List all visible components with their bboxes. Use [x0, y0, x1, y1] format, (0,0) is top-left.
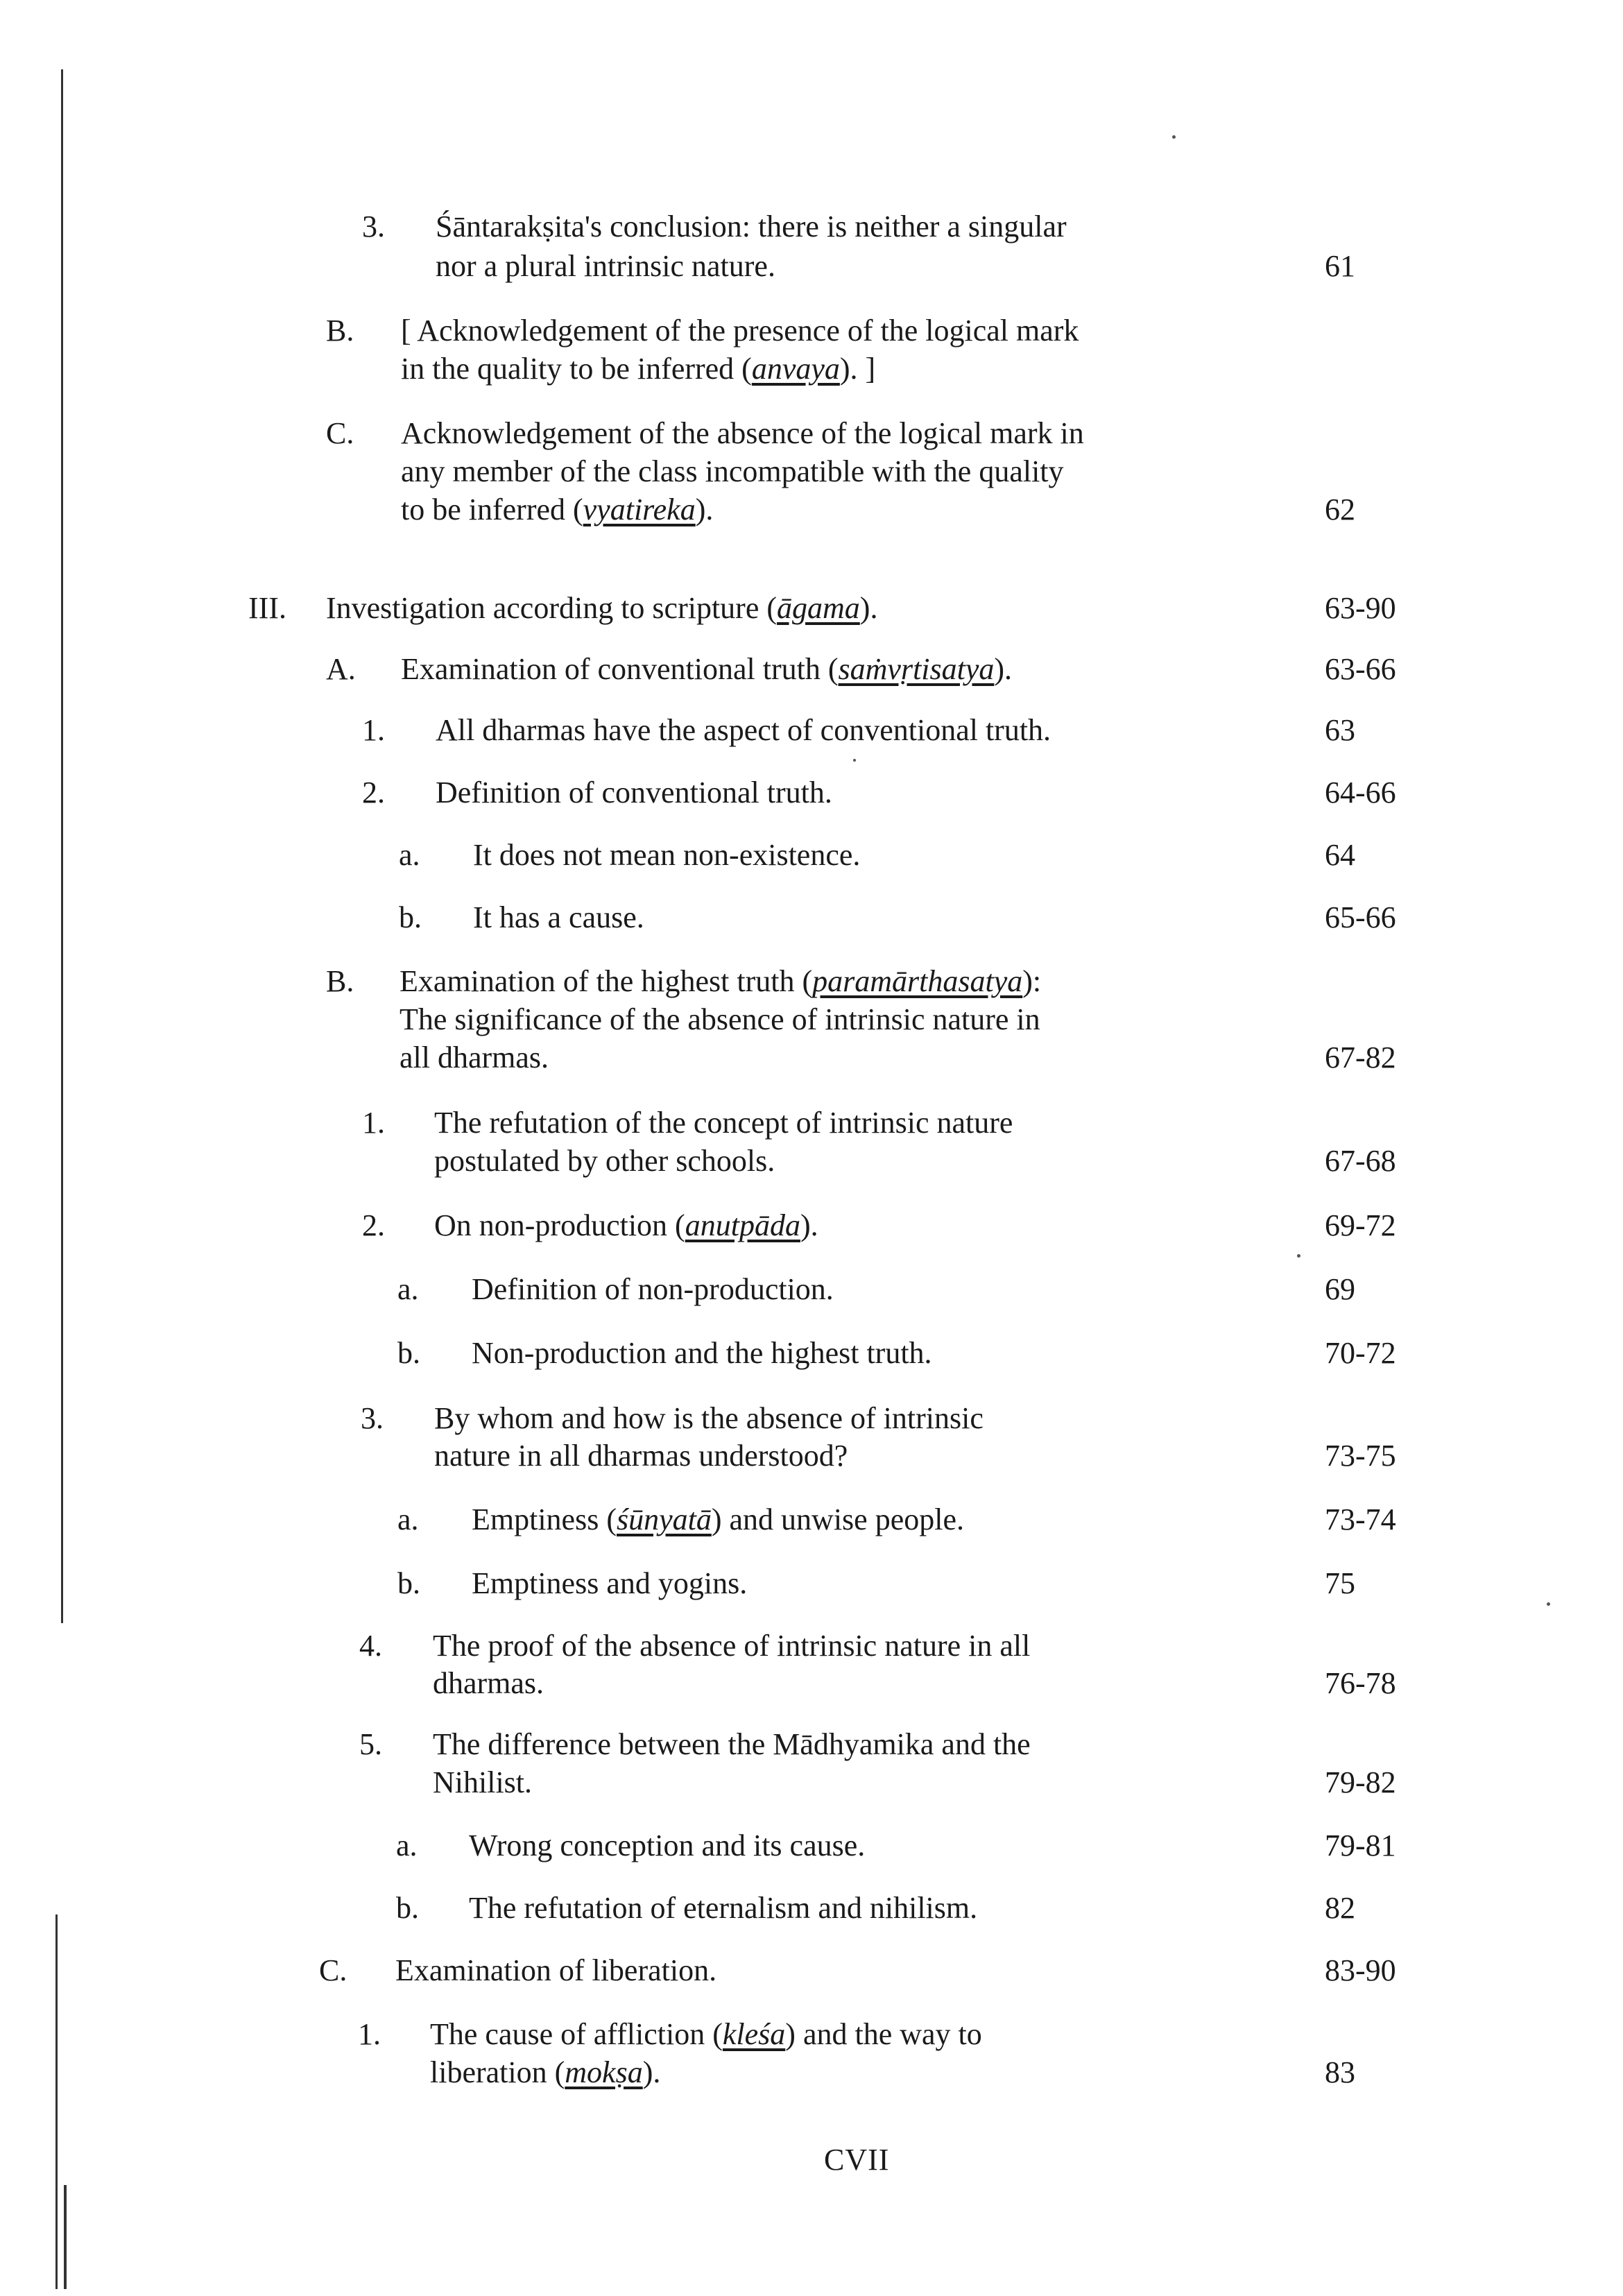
entry-text-line1: Definition of non-production.	[472, 1272, 834, 1306]
entry-text-line2: nor a plural intrinsic nature.	[436, 249, 775, 283]
entry-text-line2: nature in all dharmas understood?	[434, 1439, 848, 1473]
entry-page: 61	[1325, 249, 1355, 283]
entry-label: b.	[397, 1336, 420, 1370]
entry-text-line1: By whom and how is the absence of intrinsic	[434, 1401, 984, 1435]
entry-text-line3: all dharmas.	[400, 1040, 549, 1074]
entry-text-line1: Non-production and the highest truth.	[472, 1336, 932, 1370]
entry-label: b.	[396, 1891, 419, 1925]
entry-label: B.	[326, 964, 354, 998]
entry-text-line1: Investigation according to scripture (āgama).	[326, 591, 878, 625]
entry-text-line1: Wrong conception and its cause.	[469, 1828, 866, 1862]
entry-text-line1: Examination of liberation.	[395, 1953, 717, 1987]
entry-text-line1: The proof of the absence of intrinsic nature in all	[433, 1629, 1031, 1663]
entry-text-line1: Śāntarakṣita's conclusion: there is neither a singular	[436, 209, 1067, 243]
entry-page: 63-90	[1325, 591, 1396, 625]
entry-page: 70-72	[1325, 1336, 1396, 1370]
entry-text-line1: Acknowledgement of the absence of the logical mark in	[401, 416, 1084, 450]
entry-page: 67-82	[1325, 1040, 1396, 1074]
entry-text-line2: any member of the class incompatible with the quality	[401, 454, 1064, 488]
entry-page: 79-81	[1325, 1828, 1396, 1862]
entry-label: III.	[248, 591, 286, 625]
entry-page: 62	[1325, 492, 1355, 526]
entry-text-line1: All dharmas have the aspect of conventional truth.	[436, 713, 1051, 747]
entry-page: 75	[1325, 1566, 1355, 1600]
entry-text-line1: The difference between the Mādhyamika and the	[433, 1727, 1031, 1761]
entry-page: 83-90	[1325, 1953, 1396, 1987]
entry-label: C.	[319, 1953, 347, 1987]
entry-page: 69-72	[1325, 1208, 1396, 1242]
entry-page: 63-66	[1325, 652, 1396, 686]
entry-text-line2: liberation (mokṣa).	[430, 2055, 661, 2089]
entry-label: A.	[326, 652, 356, 686]
entry-text-line1: The cause of affliction (kleśa) and the way to	[430, 2017, 982, 2051]
entry-page: 64	[1325, 838, 1355, 872]
entry-label: 1.	[362, 713, 385, 747]
entry-label: 1.	[362, 1106, 385, 1140]
scan-margin-rule-bottom	[55, 1914, 58, 2289]
entry-page: 83	[1325, 2055, 1355, 2089]
entry-text-line1: Examination of conventional truth (saṁvṛtisatya).	[401, 652, 1013, 686]
entry-label: C.	[326, 416, 354, 450]
entry-text-line1: Definition of conventional truth.	[436, 776, 832, 809]
entry-label: a.	[399, 838, 420, 872]
entry-label: B.	[326, 314, 354, 348]
entry-text-line1: Emptiness (śūnyatā) and unwise people.	[472, 1502, 964, 1536]
entry-label: a.	[397, 1272, 419, 1306]
entry-text-line2: in the quality to be inferred (anvaya). ]	[401, 352, 876, 386]
entry-label: 4.	[359, 1629, 382, 1663]
scan-speck	[1547, 1602, 1550, 1606]
entry-page: 73-75	[1325, 1439, 1396, 1473]
entry-page: 63	[1325, 713, 1355, 747]
entry-label: 2.	[362, 1208, 385, 1242]
scan-speck	[1297, 1254, 1300, 1258]
entry-label: 5.	[359, 1727, 382, 1761]
entry-label: b.	[397, 1566, 420, 1600]
entry-label: 2.	[362, 776, 385, 809]
entry-page: 76-78	[1325, 1666, 1396, 1700]
scan-margin-rule-top	[61, 69, 63, 1623]
entry-text-line1: It does not mean non-existence.	[473, 838, 861, 872]
entry-text-line1: Emptiness and yogins.	[472, 1566, 748, 1600]
entry-text-line3: to be inferred (vyatireka).	[401, 492, 714, 526]
entry-page: 67-68	[1325, 1144, 1396, 1178]
entry-label: b.	[399, 900, 422, 934]
entry-page: 69	[1325, 1272, 1355, 1306]
entry-text-line1: [ Acknowledgement of the presence of the logical mark	[401, 314, 1079, 348]
entry-page: 65-66	[1325, 900, 1396, 934]
entry-text-line2: The significance of the absence of intrinsic nature in	[400, 1002, 1040, 1036]
entry-label: 1.	[358, 2017, 381, 2051]
entry-text-line1: On non-production (anutpāda).	[434, 1208, 818, 1242]
page-number: CVII	[824, 2143, 890, 2177]
scan-margin-rule-bottom2	[64, 2185, 67, 2289]
entry-text-line2: dharmas.	[433, 1666, 544, 1700]
entry-label: 3.	[362, 209, 385, 243]
entry-page: 73-74	[1325, 1502, 1396, 1536]
entry-text-line1: Examination of the highest truth (paramārthasatya):	[400, 964, 1042, 998]
scan-speck	[853, 759, 856, 762]
entry-page: 79-82	[1325, 1765, 1396, 1799]
entry-text-line2: Nihilist.	[433, 1765, 533, 1799]
entry-label: 3.	[361, 1401, 384, 1435]
entry-text-line1: The refutation of eternalism and nihilism.	[469, 1891, 978, 1925]
entry-text-line1: It has a cause.	[473, 900, 644, 934]
entry-text-line2: postulated by other schools.	[434, 1144, 775, 1178]
entry-label: a.	[396, 1828, 418, 1862]
entry-text-line1: The refutation of the concept of intrinsic nature	[434, 1106, 1013, 1140]
scan-speck	[1172, 135, 1176, 139]
entry-page: 82	[1325, 1891, 1355, 1925]
entry-label: a.	[397, 1502, 419, 1536]
entry-page: 64-66	[1325, 776, 1396, 809]
